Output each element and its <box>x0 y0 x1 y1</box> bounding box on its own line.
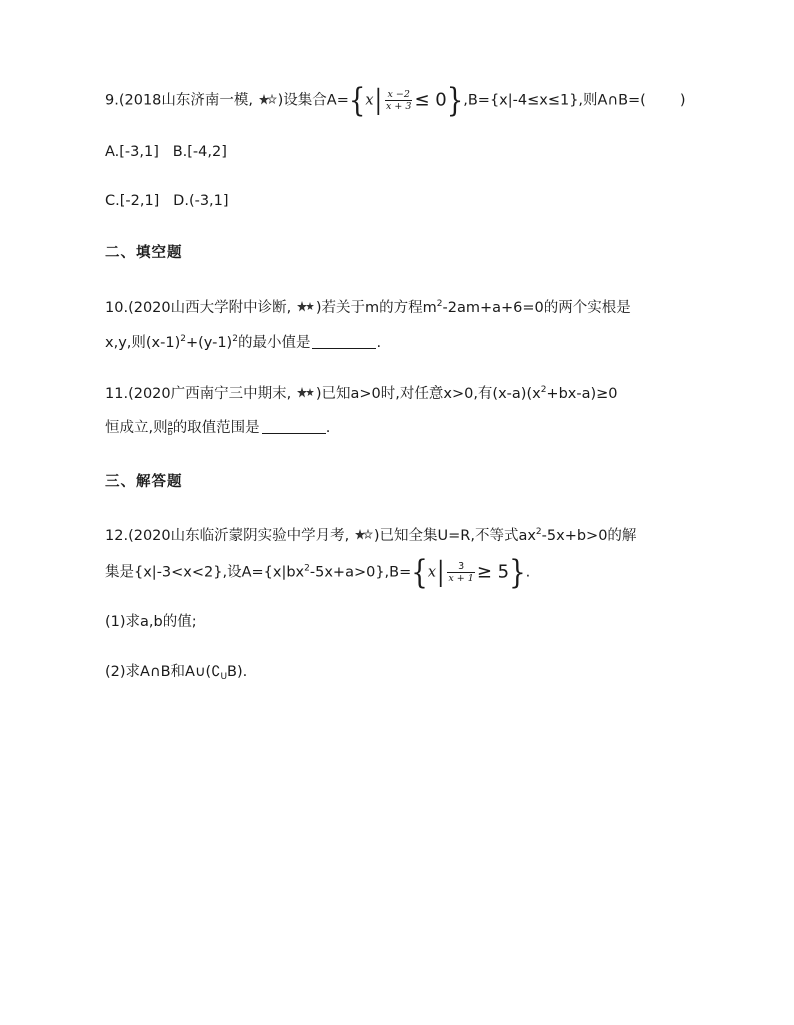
question-11-line-2: 恒成立,则 $\frac{a}{b}$ 的取值范围是 . <box>105 418 331 437</box>
question-12-part-1: (1)求a,b的值; <box>105 614 197 630</box>
question-12-line-2: 集是{x|-3<x<2},设$A=\{x|bx^2-5x+a>0\},B=\{x|$ $\frac{3}{x + 1}$ ≥ 5}. <box>105 553 531 592</box>
section-heading-solutions: 三、解答题 <box>105 474 183 490</box>
question-11-line-1: 11.(2020广西南宁三中期末, )已知a>0时,对任意x>0,有$(x-a)(x^2+bx-a)\ge 0$ <box>105 385 618 402</box>
star-difficulty-icon <box>297 387 315 399</box>
star-difficulty-icon <box>259 94 277 106</box>
question-10-line-2: x,y,则$(x-1)^2+(y-1)^2$的最小值是 . <box>105 334 382 351</box>
right-brace: } <box>509 553 526 592</box>
answer-blank[interactable] <box>262 419 326 434</box>
section-heading-fill-in: 二、填空题 <box>105 245 183 261</box>
question-9-options-row-1: A.[-3,1] B.[-4,2] <box>105 144 227 160</box>
set-bar: | <box>374 84 383 116</box>
answer-blank[interactable] <box>312 334 376 349</box>
star-difficulty-icon <box>355 529 373 541</box>
question-10-line-1: 10.(2020山西大学附中诊断, )若关于m的方程$m^2-2am+a+6=0$的两个实根是 <box>105 299 631 316</box>
fraction: $\frac{a}{b}$ <box>167 418 173 437</box>
star-difficulty-icon <box>297 301 315 313</box>
question-source: (2018山东济南一模, <box>118 92 254 109</box>
right-brace: } <box>446 81 464 120</box>
fraction: $\frac{x -2}{x + 3}$ <box>386 89 412 112</box>
question-12-line-1: 12.(2020山东临沂蒙阴实验中学月考, )已知全集U=R,不等式$ax^2-5x+b>0$的解 <box>105 527 637 544</box>
question-12-part-2: (2)求A∩B和$A\cup(∁_UB)$. <box>105 664 248 682</box>
fraction: $\frac{3}{x + 1}$ <box>448 561 474 584</box>
question-number: 9. <box>105 92 119 109</box>
question-9-options-row-2: C.[-2,1] D.(-3,1] <box>105 193 229 209</box>
question-9: 9.(2018山东济南一模, )设集合A={x| $\frac{x -2}{x + 3}$ ≤ 0},B={x|-4≤x≤1},则A∩B=( ) <box>105 81 686 120</box>
left-brace: { <box>411 553 428 592</box>
left-brace: { <box>348 81 366 120</box>
set-bar: | <box>437 556 445 588</box>
